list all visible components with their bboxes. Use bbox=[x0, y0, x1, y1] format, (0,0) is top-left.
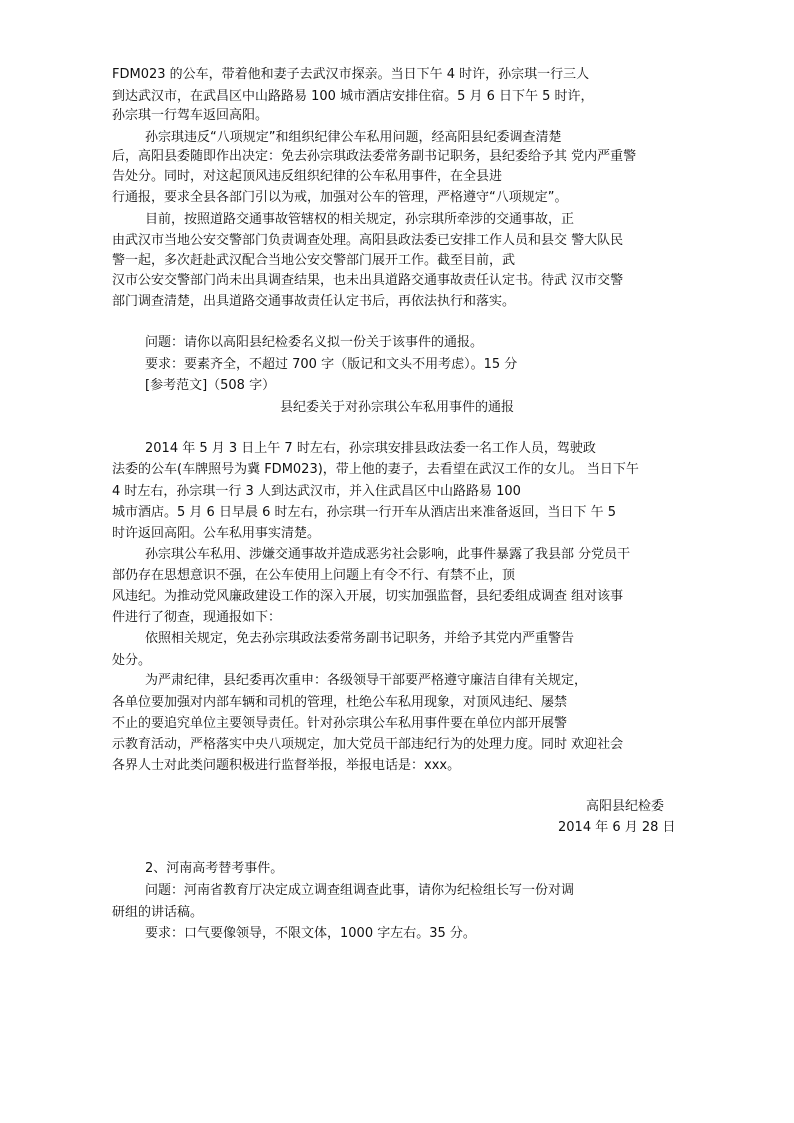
text-line: 法委的公车(车牌照号为冀 FDM023)，带上他的妻子，去看望在武汉工作的女儿。 当日下午 bbox=[112, 462, 639, 477]
text-line: 孙宗琪违反“八项规定”和组织纪律公车私用问题，经高阳县纪委调查清楚 bbox=[145, 130, 562, 145]
requirement-text: 要求：要素齐全，不超过 700 字（版记和文头不用考虑）。15 分 bbox=[145, 357, 518, 372]
text-line: 告处分。同时，对这起顶风违反组织纪律的公车私用事件，在全县进 bbox=[112, 169, 503, 184]
text-line: 4 时左右，孙宗琪一行 3 人到达武汉市，并入住武昌区中山路路易 100 bbox=[112, 484, 521, 499]
text-line: 时许返回高阳。公车私用事实清楚。 bbox=[112, 526, 321, 541]
text-line: 各界人士对此类问题积极进行监督举报，举报电话是：xxx。 bbox=[112, 758, 461, 773]
text-line: 依照相关规定，免去孙宗琪政法委常务副书记职务，并给予其党内严重警告 bbox=[145, 631, 575, 646]
text-line: 部门调查清楚，出具道路交通事故责任认定书后，再依法执行和落实。 bbox=[112, 294, 516, 309]
text-line: 行通报，要求全县各部门引以为戒，加强对公车的管理，严格遵守“八项规定”。 bbox=[112, 190, 568, 205]
text-line: 各单位要加强对内部车辆和司机的管理，杜绝公车私用现象，对顶风违纪、屡禁 bbox=[112, 695, 568, 710]
text-line: FDM023 的公车，带着他和妻子去武汉市探亲。当日下午 4 时许，孙宗琪一行三人 bbox=[112, 67, 590, 82]
text-line: 由武汉市当地公安交警部门负责调查处理。高阳县政法委已安排工作人员和县交 警大队民 bbox=[112, 233, 624, 248]
text-line: 部仍存在思想意识不强，在公车使用上问题上有令不行、有禁不止，顶 bbox=[112, 568, 516, 583]
signature-date: 2014 年 6 月 28 日 bbox=[558, 820, 676, 835]
text-line: 到达武汉市，在武昌区中山路路易 100 城市酒店安排住宿。5 月 6 日下午 5 时许， bbox=[112, 89, 594, 104]
text-line: 示教育活动，严格落实中央八项规定，加大党员干部违纪行为的处理力度。同时 欢迎社会 bbox=[112, 737, 624, 752]
requirement-text: 要求：口气要像领导，不限文体，1000 字左右。35 分。 bbox=[145, 926, 476, 941]
text-line: 孙宗琪一行驾车返回高阳。 bbox=[112, 108, 269, 123]
notice-title: 县纪委关于对孙宗琪公车私用事件的通报 bbox=[279, 400, 514, 415]
question-text: 研组的讲话稿。 bbox=[112, 905, 204, 920]
text-line: 城市酒店。5 月 6 日早晨 6 时左右，孙宗琪一行开车从酒店出来准备返回，当日下 午 5 bbox=[112, 505, 617, 520]
text-line: 汉市公安交警部门尚未出具调查结果，也未出具道路交通事故责任认定书。待武 汉市交警 bbox=[112, 273, 624, 288]
text-line: 件进行了彻查，现通报如下： bbox=[112, 610, 282, 625]
text-line: 后，高阳县委随即作出决定：免去孙宗琪政法委常务副书记职务，县纪委给予其 党内严重警 bbox=[112, 149, 637, 164]
text-line: 风违纪。为推动党风廉政建设工作的深入开展，切实加强监督，县纪委组成调查 组对该事 bbox=[112, 589, 624, 604]
text-line: 为严肃纪律，县纪委再次重申：各级领导干部要严格遵守廉洁自律有关规定， bbox=[145, 673, 588, 688]
text-line: 不止的要追究单位主要领导责任。针对孙宗琪公车私用事件要在单位内部开展警 bbox=[112, 716, 568, 731]
text-line: 警一起，多次赶赴武汉配合当地公安交警部门展开工作。截至目前，武 bbox=[112, 253, 516, 268]
signature-org: 高阳县纪检委 bbox=[586, 799, 665, 814]
text-line: 处分。 bbox=[112, 653, 152, 668]
question-text: 问题：河南省教育厅决定成立调查组调查此事，请你为纪检组长写一份对调 bbox=[145, 883, 575, 898]
reference-label: [参考范文]（508 字） bbox=[145, 378, 276, 393]
section-heading: 2、河南高考替考事件。 bbox=[145, 861, 284, 876]
text-line: 目前，按照道路交通事故管辖权的相关规定，孙宗琪所牵涉的交通事故，正 bbox=[145, 212, 575, 227]
text-line: 2014 年 5 月 3 日上午 7 时左右，孙宗琪安排县政法委一名工作人员，驾驶政 bbox=[145, 441, 596, 456]
text-line: 孙宗琪公车私用、涉嫌交通事故并造成恶劣社会影响，此事件暴露了我县部 分党员干 bbox=[145, 547, 631, 562]
question-text: 问题：请你以高阳县纪检委名义拟一份关于该事件的通报。 bbox=[145, 335, 484, 350]
